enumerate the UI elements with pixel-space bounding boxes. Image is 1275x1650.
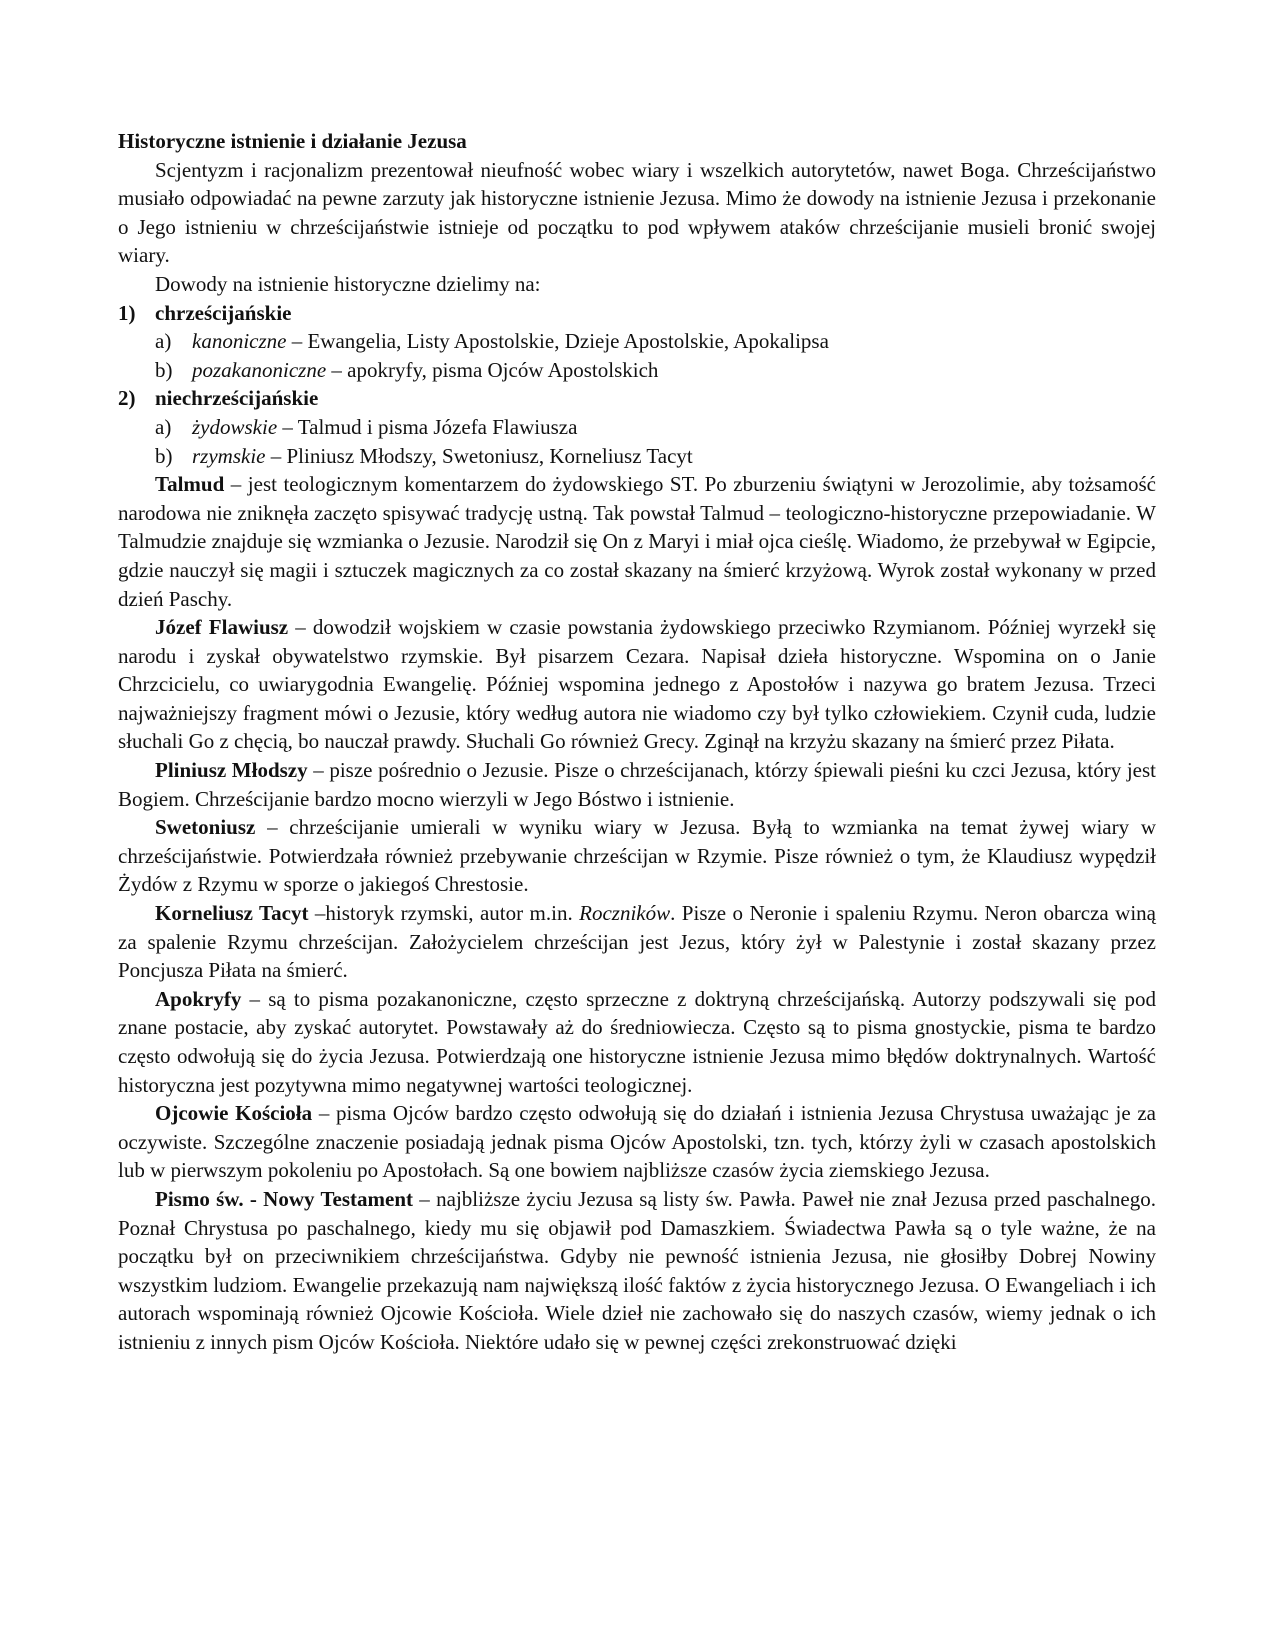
list-number: 2) bbox=[118, 386, 136, 411]
section-nowy-testament bbox=[118, 1185, 1156, 1357]
section-text: – najbliższe życiu Jezusa są listy św. Pawła. Paweł nie znał Jezusa przed paschalnego. Poznał Chrystusa po paschalnego, kiedy mu się objawił pod Damaszkiem. Świadectwa Pawła są o tyle ważne, że na początku był on przeciwnikiem chrześcijaństwa. Gdyby nie pewność istnienia Jezusa, nie głosiłby Dobrej Nowiny wszystkim ludziom. Ewangelie przekazują nam największą ilość faktów z życia historycznego Jezusa. O Ewangeliach i ich autorach wspominają również Ojcowie Kościoła. Wiele dzieł nie zachowało się do naszych czasów, wiemy jednak o ich istnieniu z innych pism Ojców Kościoła. Niektóre udało się w pewnej części zrekonstruować dzięki bbox=[118, 1186, 1156, 1354]
list-letter: b) bbox=[155, 443, 173, 468]
subcategory-term: kanoniczne bbox=[192, 329, 287, 354]
subcategory-canonical bbox=[118, 327, 1156, 356]
document-title: Historyczne istnienie i działanie Jezusa bbox=[118, 129, 467, 153]
intro-list-lead: Dowody na istnienie historyczne dzielimy na: bbox=[155, 271, 541, 296]
section-term: Ojcowie Kościoła bbox=[155, 1101, 313, 1126]
subcategory-term: żydowskie bbox=[192, 414, 278, 439]
subcategory-term: rzymskie bbox=[192, 443, 266, 468]
category-non-christian bbox=[118, 384, 1156, 413]
section-text: – chrześcijanie umierali w wyniku wiary w Jezusa. Byłą to wzmianka na temat żywej wiary w chrześcijaństwie. Potwierdzała również przebywanie chrześcijan w Rzymie. Pisze również o tym, że Klaudiusz wypędził Żydów z Rzymu w sporze o jakiegoś Chrestosie. bbox=[118, 815, 1156, 897]
section-ojcowie-kosciola bbox=[118, 1099, 1156, 1185]
list-item-text bbox=[192, 327, 829, 356]
section-talmud bbox=[118, 470, 1156, 613]
intro-paragraph: Scjentyzm i racjonalizm prezentował nieufność wobec wiary i wszelkich autorytetów, nawet Boga. Chrześcijaństwo musiało odpowiadać na pewne zarzuty jak historyczne istnienie Jezusa. Mimo że dowody na istnienie Jezusa i przekonanie o Jego istnieniu w chrześcijaństwie istnieje od początku to pod wpływem ataków chrześcijanie musieli bronić swojej wiary. bbox=[118, 157, 1156, 268]
section-text-lead: –historyk rzymski, autor m.in. bbox=[308, 901, 580, 926]
section-term: Talmud bbox=[155, 472, 225, 497]
list-item-text bbox=[192, 356, 658, 385]
section-term: Józef Flawiusz bbox=[155, 615, 289, 640]
section-term: Swetoniusz bbox=[155, 815, 256, 840]
section-text: – dowodził wojskiem w czasie powstania żydowskiego przeciwko Rzymianom. Później wyrzekł się narodu i zyskał obywatelstwo rzymskie. Był pisarzem Cezara. Napisał dzieła historyczne. Wspomina on o Janie Chrzcicielu, co uwiarygodnia Ewangelię. Później wspomina jednego z Apostołów i nazywa go bratem Jezusa. Trzeci najważniejszy fragment mówi o Jezusie, który według autora nie wiadomo czy był tylko człowiekiem. Czynił cuda, ludzie słuchali Go z chęcią, bo nauczał prawdy. Słuchali Go również Grecy. Zginął na krzyżu skazany na śmierć przez Piłata. bbox=[118, 615, 1156, 754]
section-jozef-flawiusz bbox=[118, 613, 1156, 756]
section-tacyt bbox=[118, 899, 1156, 985]
evidence-categories-list bbox=[118, 299, 1156, 471]
section-text: – pisma Ojców bardzo często odwołują się do działań i istnienia Jezusa Chrystusa uważając je za oczywiste. Szczególne znaczenie posiadają jednak pisma Ojców Apostolski, tzn. tych, którzy żyli w czasach apostolskich lub w pierwszym pokoleniu po Apostołach. Są one bowiem najbliższe czasów życia ziemskiego Jezusa. bbox=[118, 1101, 1156, 1183]
section-term: Pliniusz Młodszy bbox=[155, 758, 308, 783]
subcategory-jewish bbox=[118, 413, 1156, 442]
list-item-text bbox=[192, 413, 577, 442]
list-item-text bbox=[192, 442, 693, 471]
document-page bbox=[118, 127, 1156, 1357]
section-text: – są to pisma pozakanoniczne, często sprzeczne z doktryną chrześcijańską. Autorzy podszywali się pod znane postacie, aby zyskać autorytet. Powstawały aż do średniowiecza. Często są to pisma gnostyckie, pisma te bardzo często odwołują się do życia Jezusa. Potwierdzają one historyczne istnienie Jezusa mimo błędów doktrynalnych. Wartość historyczna jest pozytywna mimo negatywnej wartości teologicznej. bbox=[118, 986, 1156, 1097]
section-swetoniusz bbox=[118, 813, 1156, 899]
list-number: 1) bbox=[118, 300, 136, 325]
section-text: . Pisze o Neronie i spaleniu Rzymu. Neron obarcza winą za spalenie Rzymu chrześcijan. Założycielem chrześcijan jest Jezus, który żył w Palestynie i został skazany przez Poncjusza Piłata na śmierć. bbox=[118, 901, 1156, 983]
book-title: Roczników bbox=[579, 901, 671, 926]
list-letter: a) bbox=[155, 329, 172, 354]
list-letter: a) bbox=[155, 414, 172, 439]
subcategory-description: – Pliniusz Młodszy, Swetoniusz, Korneliusz Tacyt bbox=[265, 443, 693, 468]
category-label: chrześcijańskie bbox=[155, 300, 292, 325]
section-text: – pisze pośrednio o Jezusie. Pisze o chrześcijanach, którzy śpiewali pieśni ku czci Jezusa, który jest Bogiem. Chrześcijanie bardzo mocno wierzyli w Jego Bóstwo i istnienie. bbox=[118, 758, 1157, 811]
subcategory-noncanonical bbox=[118, 356, 1156, 385]
section-term: Pismo św. - Nowy Testament bbox=[155, 1186, 413, 1211]
section-text: – jest teologicznym komentarzem do żydowskiego ST. Po zburzeniu świątyni w Jerozolimie, aby tożsamość narodowa nie zniknęła zaczęto spisywać tradycję ustną. Tak powstał Talmud – teologiczno-historyczne przepowiadanie. W Talmudzie znajduje się wzmianka o Jezusie. Narodził się On z Maryi i miał ojca cieślę. Wiadomo, że przebywał w Egipcie, gdzie nauczył się magii i sztuczek magicznych za co został skazany na śmierć krzyżową. Wyrok został wykonany w przed dzień Paschy. bbox=[118, 472, 1156, 611]
category-christian bbox=[118, 299, 1156, 328]
section-term: Apokryfy bbox=[155, 986, 242, 1011]
section-term: Korneliusz Tacyt bbox=[155, 901, 309, 926]
subcategory-description: – Talmud i pisma Józefa Flawiusza bbox=[277, 414, 578, 439]
subcategory-description: – Ewangelia, Listy Apostolskie, Dzieje Apostolskie, Apokalipsa bbox=[286, 329, 829, 354]
subcategory-term: pozakanoniczne bbox=[192, 357, 327, 382]
list-letter: b) bbox=[155, 357, 173, 382]
section-pliniusz bbox=[118, 756, 1156, 813]
section-apokryfy bbox=[118, 985, 1156, 1099]
subcategory-roman bbox=[118, 442, 1156, 471]
category-label: niechrześcijańskie bbox=[155, 386, 319, 411]
subcategory-description: – apokryfy, pisma Ojców Apostolskich bbox=[326, 357, 659, 382]
